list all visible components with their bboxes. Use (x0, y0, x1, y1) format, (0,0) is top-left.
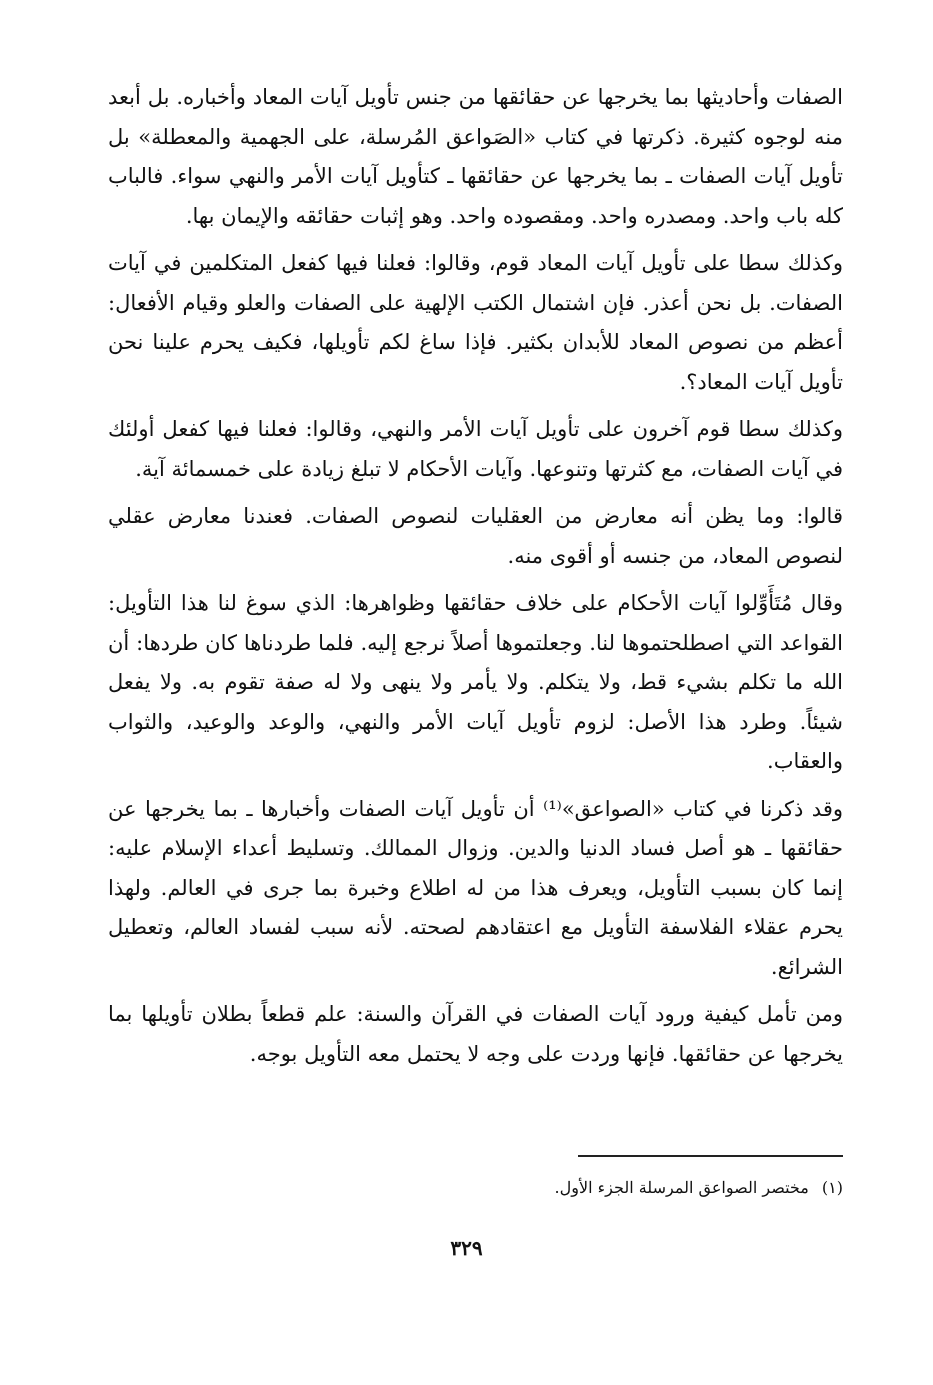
footnote-text: مختصر الصواعق المرسلة الجزء الأول. (554, 1178, 809, 1197)
paragraph-4: قالوا: وما يظن أنه معارض من العقليات لنصوص الصفات. فعندنا معارض عقلي لنصوص المعاد، من جنسه أو أقوى منه. (108, 504, 843, 568)
footnote-number: (١) (821, 1178, 843, 1197)
paragraph-1: الصفات وأحاديثها بما يخرجها عن حقائقها من جنس تأويل آيات المعاد وأخباره. بل أبعد منه لوجوه كثيرة. ذكرتها في كتاب «الصَواعق المُرسلة، على الجهمية والمعطلة» بل تأويل آيات الصفات ـ بما يخرجها عن حقائقها ـ كتأويل آيات الأمر والنهي سواء. فالباب كله باب واحد. ومصدره واحد. ومقصوده واحد. وهو إثبات حقائقه والإيمان بها. (108, 85, 843, 228)
paragraph-2: وكذلك سطا على تأويل آيات المعاد قوم، وقالوا: فعلنا فيها كفعل المتكلمين في آيات الصفات. بل نحن أعذر. فإن اشتمال الكتب الإلهية على الصفات والعلو وقيام الأفعال: أعظم من نصوص المعاد للأبدان بكثير. فإذا ساغ لكم تأويلها، فكيف يحرم علينا نحن تأويل آيات المعاد؟. (108, 251, 843, 394)
paragraph-5: وقال مُتَأَوِّلوا آيات الأحكام على خلاف حقائقها وظواهرها: الذي سوغ لنا هذا التأويل: القواعد التي اصطلحتموها لنا. وجعلتموها أصلاً نرجع إليه. فلما طردناها كان طردها: أن الله ما تكلم بشيء قط، ولا يتكلم. ولا يأمر ولا ينهى ولا له صفة تقوم به. ولا يفعل شيئاً. وطرد هذا الأصل: لزوم تأويل آيات الأمر والنهي، والوعد والوعيد، والثواب والعقاب. (108, 591, 843, 773)
paragraph-3: وكذلك سطا قوم آخرون على تأويل آيات الأمر والنهي، وقالوا: فعلنا فيها كفعل أولئك في آيات الصفات، مع كثرتها وتنوعها. وآيات الأحكام لا تبلغ زيادة على خمسمائة آية. (108, 417, 843, 481)
footnote (243, 1175, 843, 1201)
paragraph-7: ومن تأمل كيفية ورود آيات الصفات في القرآن والسنة: علم قطعاً بطلان تأويلها بما يخرجها عن حقائقها. فإنها وردت على وجه لا يحتمل معه التأويل بوجه. (108, 1002, 843, 1066)
body-text (108, 78, 843, 1082)
footnote-divider (578, 1155, 843, 1157)
page-number: ٣٢٩ (450, 1236, 483, 1260)
paragraph-6: وقد ذكرنا في كتاب «الصواعق»⁽¹⁾ أن تأويل آيات الصفات وأخبارها ـ بما يخرجها عن حقائقها ـ هو أصل فساد الدنيا والدين. وزوال الممالك. وتسليط أعداء الإسلام عليه: إنما كان بسبب التأويل، ويعرف هذا من له اطلاع وخبرة بما جرى في العالم. ولهذا يحرم عقلاء الفلاسفة التأويل مع اعتقادهم لصحته. لأنه سبب لفساد العالم، وتعطيل الشرائع. (108, 796, 843, 979)
